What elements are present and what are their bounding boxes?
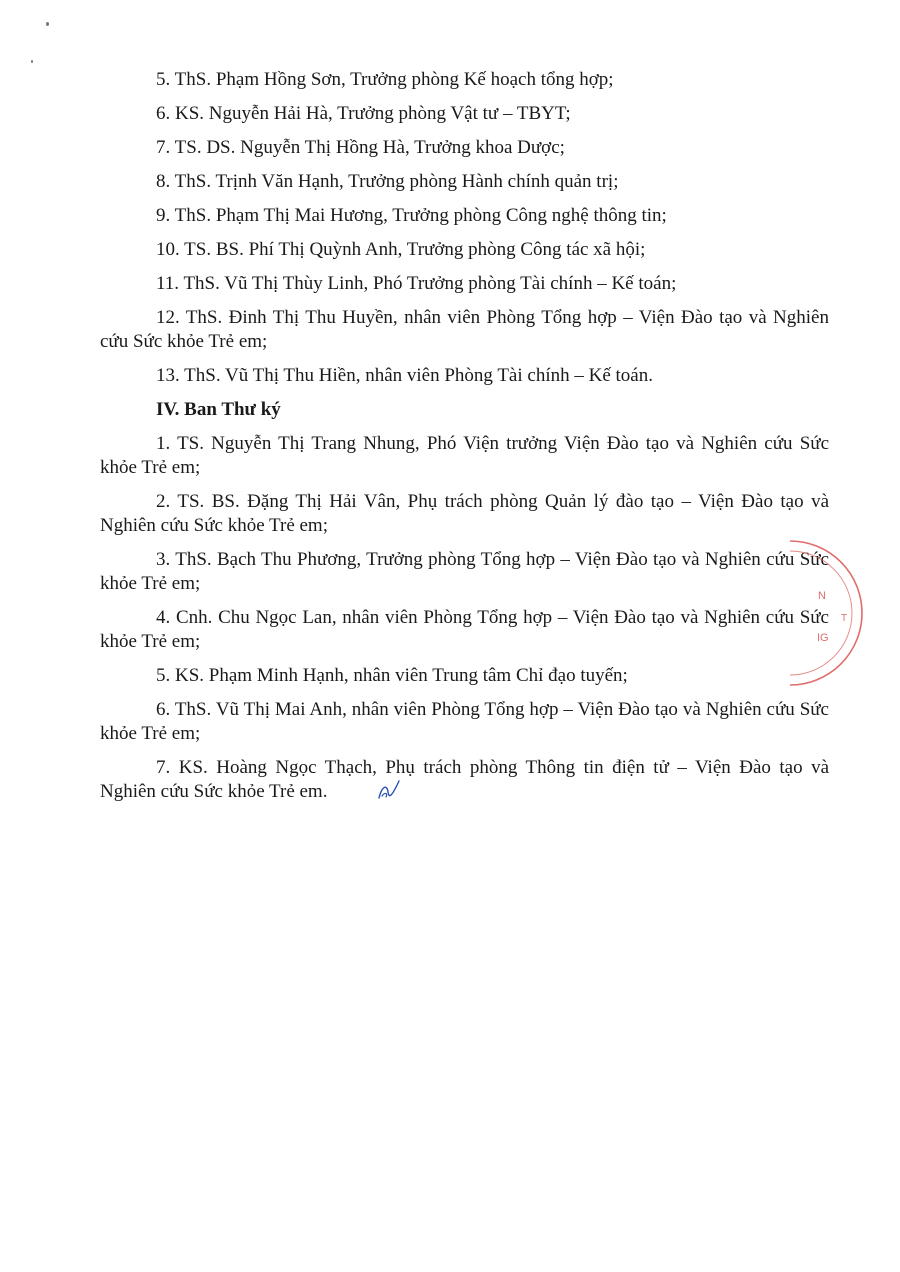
list-item: 4. Cnh. Chu Ngọc Lan, nhân viên Phòng Tổng hợp – Viện Đào tạo và Nghiên cứu Sức khỏe Trẻ em; xyxy=(100,607,829,652)
list-item: 13. ThS. Vũ Thị Thu Hiền, nhân viên Phòng Tài chính – Kế toán. xyxy=(156,365,653,386)
list-item: 1. TS. Nguyễn Thị Trang Nhung, Phó Viện trưởng Viện Đào tạo và Nghiên cứu Sức khỏe Trẻ em; xyxy=(100,433,829,478)
svg-text:T: T xyxy=(841,613,848,624)
list-item: 6. ThS. Vũ Thị Mai Anh, nhân viên Phòng Tổng hợp – Viện Đào tạo và Nghiên cứu Sức khỏe Trẻ em; xyxy=(100,699,829,744)
svg-text:IG: IG xyxy=(817,632,829,644)
list-item: 7. KS. Hoàng Ngọc Thạch, Phụ trách phòng Thông tin điện tử – Viện Đào tạo và Nghiên cứu Sức khỏe Trẻ em. xyxy=(100,757,829,802)
list-item: 8. ThS. Trịnh Văn Hạnh, Trưởng phòng Hành chính quản trị; xyxy=(156,171,619,192)
list-item: 3. ThS. Bạch Thu Phương, Trưởng phòng Tổng hợp – Viện Đào tạo và Nghiên cứu Sức khỏe Trẻ em; xyxy=(100,549,829,594)
section-heading: IV. Ban Thư ký xyxy=(156,399,281,420)
list-item: 5. KS. Phạm Minh Hạnh, nhân viên Trung tâm Chỉ đạo tuyến; xyxy=(156,665,628,686)
scan-speck xyxy=(31,60,33,63)
list-item: 12. ThS. Đinh Thị Thu Huyền, nhân viên Phòng Tổng hợp – Viện Đào tạo và Nghiên cứu Sức khỏe Trẻ em; xyxy=(100,307,829,352)
svg-text:N: N xyxy=(818,590,826,602)
scan-speck xyxy=(46,22,49,26)
document-body xyxy=(100,68,829,814)
list-item: 5. ThS. Phạm Hồng Sơn, Trưởng phòng Kế hoạch tổng hợp; xyxy=(156,69,614,90)
list-item: 11. ThS. Vũ Thị Thùy Linh, Phó Trưởng phòng Tài chính – Kế toán; xyxy=(156,273,677,294)
list-item: 2. TS. BS. Đặng Thị Hải Vân, Phụ trách phòng Quản lý đào tạo – Viện Đào tạo và Nghiên cứu Sức khỏe Trẻ em; xyxy=(100,491,829,536)
list-item: 7. TS. DS. Nguyễn Thị Hồng Hà, Trưởng khoa Dược; xyxy=(156,137,565,158)
list-item: 6. KS. Nguyễn Hải Hà, Trưởng phòng Vật tư – TBYT; xyxy=(156,103,571,124)
list-item: 10. TS. BS. Phí Thị Quỳnh Anh, Trưởng phòng Công tác xã hội; xyxy=(156,239,646,260)
list-item: 9. ThS. Phạm Thị Mai Hương, Trưởng phòng Công nghệ thông tin; xyxy=(156,205,667,226)
